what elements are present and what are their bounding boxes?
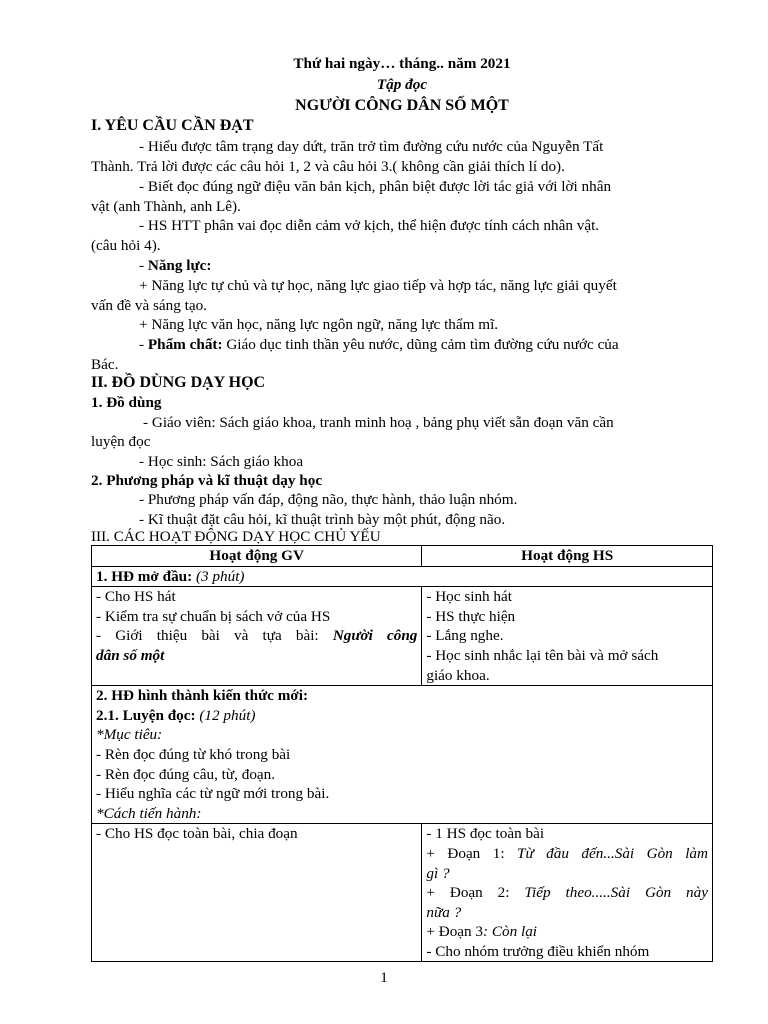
paragraph-label: + Đoạn 1: [426, 844, 517, 862]
warmup-teacher-cell [92, 587, 422, 686]
page-number: 1 [380, 970, 388, 986]
list-item: - HS thực hiện [426, 607, 516, 625]
paragraph-range: Từ đầu đến...Sài Gòn làm [517, 844, 708, 862]
list-item [96, 626, 417, 646]
new-knowledge-cell [92, 686, 713, 824]
objective-2-line1: - Biết đọc đúng ngữ điệu văn bản kịch, phân biệt được lời tác giả với lời nhân [139, 178, 612, 195]
objective-2-line2: vật (anh Thành, anh Lê). [91, 198, 241, 215]
list-item: - Cho nhóm trưởng điều khiển nhóm [426, 942, 650, 960]
list-item: - Rèn đọc đúng câu, từ, đoạn. [96, 765, 276, 783]
student-materials: - Học sinh: Sách giáo khoa [139, 453, 304, 470]
objective-1-line2: Thành. Trả lời được các câu hỏi 1, 2 và câu hỏi 3.( không cần giải thích lí do). [91, 158, 565, 175]
methods-heading: 2. Phương pháp và kĩ thuật dạy học [91, 472, 323, 489]
competency-2: + Năng lực văn học, năng lực ngôn ngữ, năng lực thẩm mĩ. [139, 316, 499, 333]
competency-heading [91, 256, 713, 276]
list-item: - 1 HS đọc toàn bài [426, 825, 545, 843]
reading-teacher-cell [92, 824, 422, 962]
teacher-materials-line1: - Giáo viên: Sách giáo khoa, tranh minh hoạ , bảng phụ viết sẵn đoạn văn cần [143, 414, 614, 431]
activities-table [91, 545, 713, 962]
section3-heading: III. CÁC HOẠT ĐỘNG DẠY HỌC CHỦ YẾU [91, 528, 381, 545]
table-row [92, 566, 713, 587]
lesson-name: Người công [332, 627, 418, 645]
warmup-title: 1. HĐ mở đầu: [96, 567, 193, 585]
table-row [92, 587, 713, 686]
list-item: - Cho HS hát [96, 588, 176, 606]
warmup-time: (3 phút) [192, 567, 245, 585]
teacher-materials-line2: luyện đọc [91, 433, 151, 450]
header-student-activity: Hoạt động HS [422, 546, 713, 567]
list-item: - Cho HS đọc toàn bài, chia đoạn [96, 825, 298, 843]
quality-label: Phẩm chất: [147, 336, 223, 353]
dash: - [139, 336, 148, 353]
new-knowledge-title: 2. HĐ hình thành kiến thức mới: [96, 687, 309, 705]
text: - Hiểu được tâm trạng day dứt, trăn trở tìm đường cứu nước của Nguyễn Tất [139, 138, 604, 155]
competency-1-line1: + Năng lực tự chủ và tự học, năng lực giao tiếp và hợp tác, năng lực giải quyết [139, 277, 617, 294]
warmup-student-cell [422, 587, 713, 686]
method-1: - Phương pháp vấn đáp, động não, thực hành, thảo luận nhóm. [139, 491, 518, 508]
reading-student-cell [422, 824, 713, 962]
list-item: - Lắng nghe. [426, 627, 504, 645]
paragraph-range: Tiếp theo.....Sài Gòn này [524, 884, 708, 902]
subject-label: Tập đọc [376, 76, 428, 93]
date-line: Thứ hai ngày… tháng.. năm 2021 [293, 55, 511, 72]
header-teacher-activity: Hoạt động GV [92, 546, 422, 567]
table-header-row [92, 546, 713, 567]
dash: - [139, 257, 148, 274]
paragraph-1-line1 [426, 844, 708, 864]
lesson-name-cont: dân số một [96, 646, 165, 664]
objective-1-line1 [91, 137, 713, 157]
quality-text: Giáo dục tinh thần yêu nước, dũng cảm tìm đường cứu nước của [222, 336, 619, 353]
reading-practice-heading [96, 706, 708, 726]
competency-label: Năng lực: [147, 257, 212, 274]
list-item: - Kiểm tra sự chuẩn bị sách vở của HS [96, 607, 331, 625]
quality-line2: Bác. [91, 356, 119, 373]
paragraph-2-line1 [426, 883, 708, 903]
objectives-label: *Mục tiêu: [96, 726, 163, 744]
paragraph-label: + Đoạn 3 [426, 923, 484, 941]
paragraph-range: : Còn lại [483, 923, 538, 941]
table-row [92, 686, 713, 824]
list-item: giáo khoa. [426, 666, 490, 684]
lesson-title: NGƯỜI CÔNG DÂN SỐ MỘT [295, 97, 509, 114]
paragraph-3 [426, 922, 708, 942]
section2-heading: II. ĐỒ DÙNG DẠY HỌC [91, 374, 266, 391]
reading-practice-time: (12 phút) [195, 706, 256, 724]
method-2: - Kĩ thuật đặt câu hỏi, kĩ thuật trình bày một phút, động não. [139, 511, 506, 528]
paragraph-2-line2: nữa ? [426, 903, 462, 921]
table-row [92, 824, 713, 962]
objective-3-line2: (câu hỏi 4). [91, 237, 161, 254]
quality-line1 [91, 335, 713, 355]
competency-1-line2: vấn đề và sáng tạo. [91, 297, 207, 314]
paragraph-1-line2: gì ? [426, 864, 450, 882]
paragraph-label: + Đoạn 2: [426, 884, 525, 902]
procedure-label: *Cách tiến hành: [96, 804, 202, 822]
objective-3-line1: - HS HTT phân vai đọc diễn cảm vở kịch, thể hiện được tính cách nhân vật. [139, 217, 600, 234]
warmup-title-cell [92, 566, 713, 587]
reading-practice-label: 2.1. Luyện đọc: [96, 706, 196, 724]
list-item: - Hiểu nghĩa các từ ngữ mới trong bài. [96, 785, 330, 803]
section1-heading: I. YÊU CẦU CẦN ĐẠT [91, 117, 254, 134]
intro-text: - Giới thiệu bài và tựa bài: [96, 627, 333, 645]
list-item: - Rèn đọc đúng từ khó trong bài [96, 745, 291, 763]
list-item: - Học sinh hát [426, 588, 512, 606]
list-item: - Học sinh nhắc lại tên bài và mở sách [426, 646, 659, 664]
materials-heading: 1. Đồ dùng [91, 394, 162, 411]
